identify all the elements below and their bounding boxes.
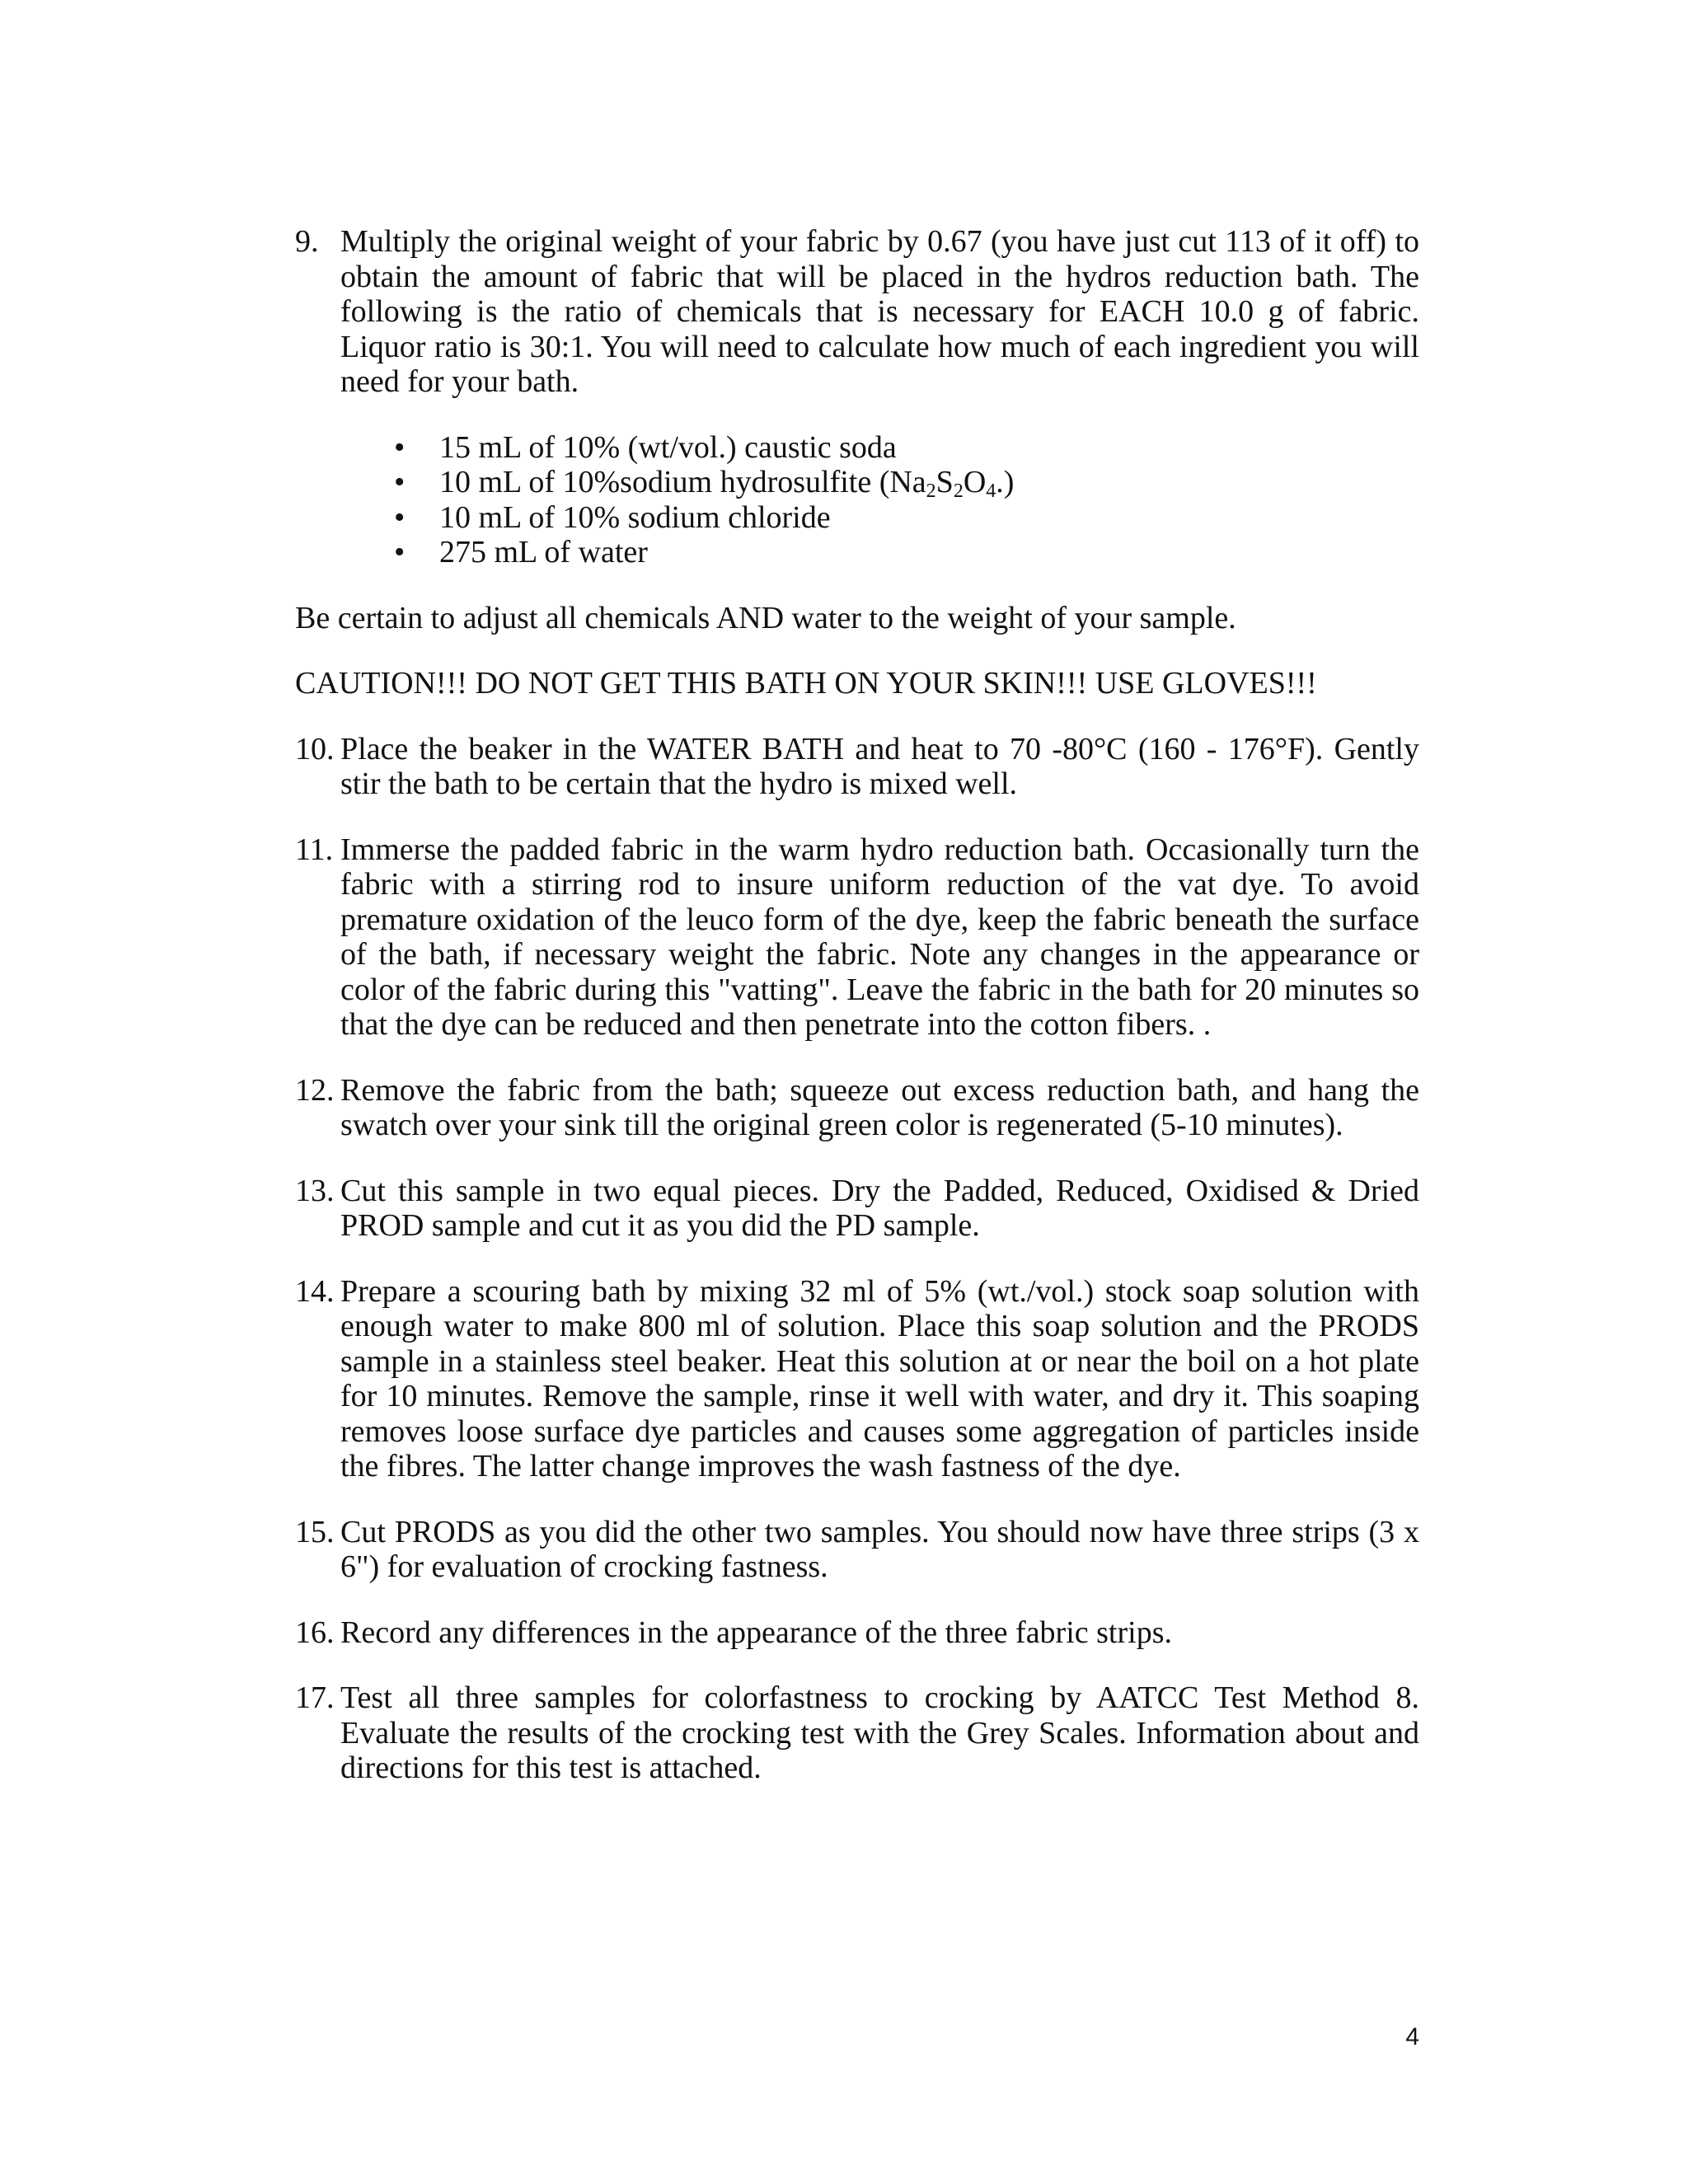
step-13 — [295, 1174, 1419, 1244]
list-item — [394, 429, 1419, 466]
list-item — [394, 535, 1419, 570]
list-item — [394, 465, 1419, 502]
bullet-icon: • — [394, 465, 406, 499]
step-number: 9. — [295, 224, 319, 259]
step-number: 16. — [295, 1615, 335, 1650]
bullet-icon: • — [394, 429, 406, 465]
bullet-icon: • — [394, 535, 406, 569]
step-number: 15. — [295, 1514, 335, 1549]
ingredient-text: 15 mL of 10% (wt/vol.) caustic soda — [439, 429, 897, 465]
step-text: Record any differences in the appearance of the three fabric strips. — [340, 1615, 1172, 1650]
step-10 — [295, 732, 1419, 802]
step-number: 10. — [295, 731, 335, 766]
caution-warning: CAUTION!!! DO NOT GET THIS BATH ON YOUR SKIN!!! USE GLOVES!!! — [295, 666, 1317, 701]
step-number: 13. — [295, 1173, 335, 1208]
step-number: 17. — [295, 1680, 335, 1715]
step-text: Prepare a scouring bath by mixing 32 ml of 5% (wt./vol.) stock soap solution with enough water to make 800 ml of solution. Place this soap solution and the PRODS sample in a stainless steel beaker. Heat this solution at or near the boil on a hot plate for 10 minutes. Remove the sample, rinse it well with water, and dry it. This soaping removes loose surface dye particles and causes some aggregation of particles inside the fibres. The latter change improves the wash fastness of the dye. — [340, 1273, 1419, 1483]
step-number: 12. — [295, 1072, 335, 1108]
list-item — [394, 499, 1419, 536]
step-number: 14. — [295, 1273, 335, 1309]
step-text: Remove the fabric from the bath; squeeze out excess reduction bath, and hang the swatch over your sink till the original green color is regenerated (5-10 minutes). — [340, 1072, 1419, 1142]
step-text: Cut this sample in two equal pieces. Dry the Padded, Reduced, Oxidised & Dried PROD sample and cut it as you did the PD sample. — [340, 1173, 1419, 1243]
ingredient-text: 275 mL of water — [439, 535, 648, 569]
step-17 — [295, 1680, 1419, 1786]
step-16 — [295, 1615, 1419, 1651]
document-body — [295, 224, 1419, 1786]
step-number: 11. — [295, 832, 334, 867]
step-11 — [295, 832, 1419, 1043]
step-text: Cut PRODS as you did the other two samples. You should now have three strips (3 x 6") for evaluation of crocking fastness. — [340, 1514, 1419, 1584]
bullet-icon: • — [394, 499, 406, 535]
step-14 — [295, 1274, 1419, 1484]
step-text: Place the beaker in the WATER BATH and heat to 70 -80°C (160 - 176°F). Gently stir the bath to be certain that the hydro is mixed well. — [340, 731, 1419, 801]
ingredient-text: 10 mL of 10%sodium hydrosulfite $(Na_2S_2O_4.)$ — [439, 465, 1015, 502]
ingredient-text: 10 mL of 10% sodium chloride — [439, 499, 831, 535]
step-text: Multiply the original weight of your fabric by 0.67 (you have just cut 113 of it off) to obtain the amount of fabric that will be placed in the hydros reduction bath. The following is the ratio of chemicals that is necessary for EACH 10.0 g of fabric. Liquor ratio is 30:1. You will need to calculate how much of each ingredient you will need for your bath. — [340, 224, 1419, 399]
step-9 — [295, 224, 1419, 400]
step-text: Test all three samples for colorfastness to crocking by AATCC Test Method 8. Evaluate the results of the crocking test with the Grey Scales. Information about and directions for this test is attached. — [340, 1680, 1419, 1785]
step-12 — [295, 1073, 1419, 1143]
adjust-note: Be certain to adjust all chemicals AND water to the weight of your sample. — [295, 600, 1236, 635]
step-15 — [295, 1515, 1419, 1585]
page-number: 4 — [1405, 2023, 1419, 2050]
ingredient-list — [295, 430, 1419, 570]
step-text: Immerse the padded fabric in the warm hydro reduction bath. Occasionally turn the fabric with a stirring rod to insure uniform reduction of the vat dye. To avoid premature oxidation of the leuco form of the dye, keep the fabric beneath the surface of the bath, if necessary weight the fabric. Note any changes in the appearance or color of the fabric during this "vatting". Leave the fabric in the bath for 20 minutes so that the dye can be reduced and then penetrate into the cotton fibers. . — [340, 832, 1419, 1042]
